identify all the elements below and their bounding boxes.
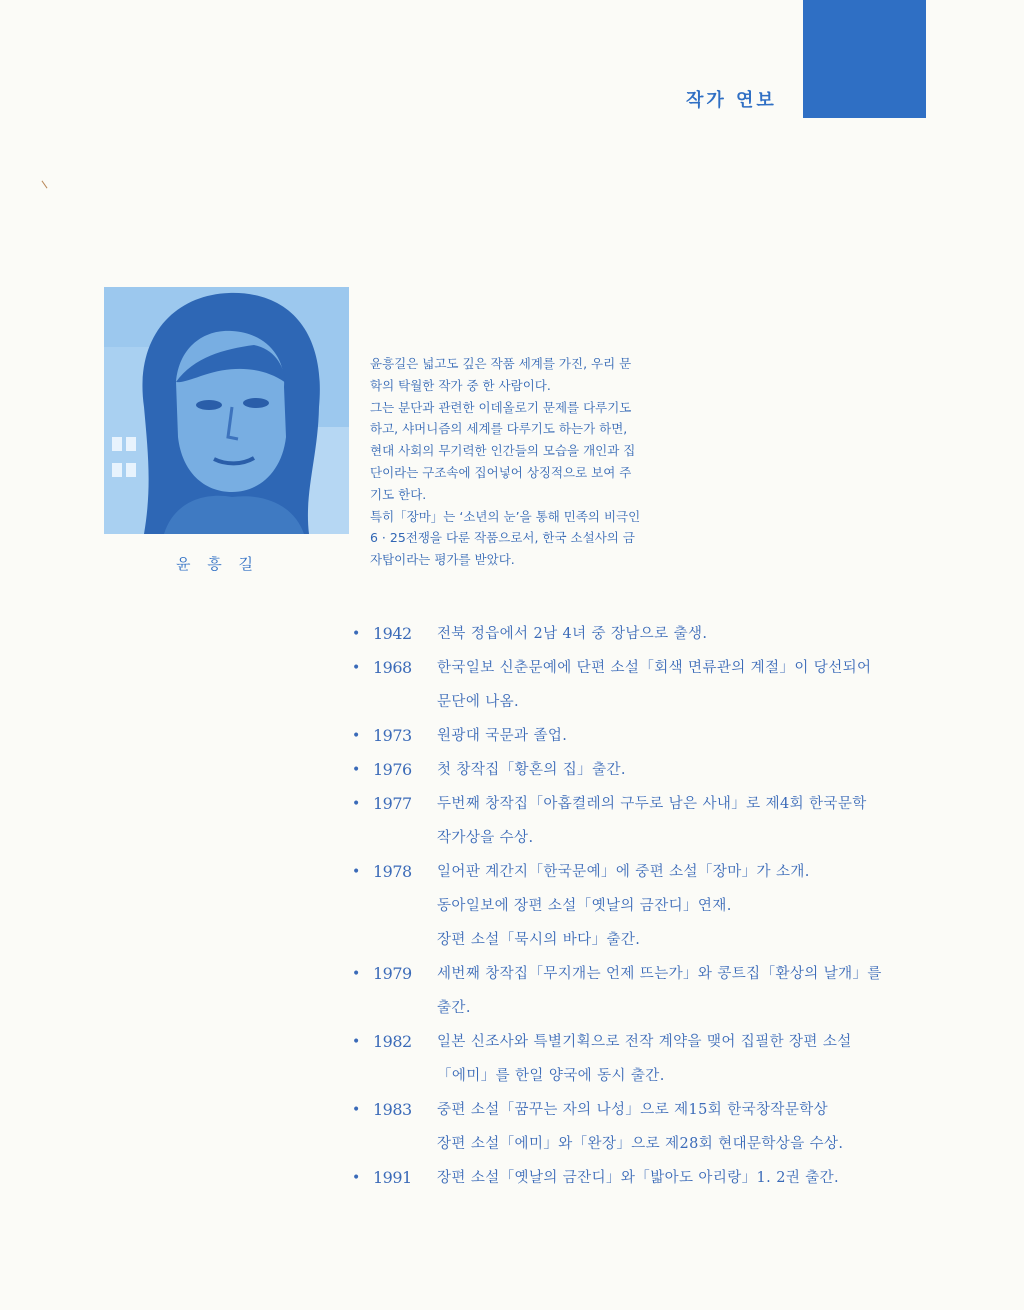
entry-text: 일본 신조사와 특별기획으로 전작 계약을 맺어 집필한 장편 소설 <box>437 1034 852 1050</box>
timeline-entry <box>352 858 952 960</box>
bio-line: 현대 사회의 무기력한 인간들의 모습을 개인과 집 <box>370 443 636 459</box>
page-title: 작가 연보 <box>686 90 777 111</box>
bio-line: 기도 한다. <box>370 486 427 502</box>
bio-line: 단이라는 구조속에 집어넣어 상징적으로 보여 주 <box>370 464 632 480</box>
bio-line: 6 · 25전쟁을 다룬 작품으로서, 한국 소설사의 금 <box>370 530 635 546</box>
author-bio <box>370 353 762 571</box>
bullet-icon: • <box>352 796 361 812</box>
bio-line: 학의 탁월한 작가 중 한 사람이다. <box>370 377 551 393</box>
bullet-icon: • <box>352 966 361 982</box>
entry-year: 1991 <box>373 1168 412 1187</box>
bullet-icon: • <box>352 1170 361 1186</box>
entry-text: 한국일보 신춘문예에 단편 소설「회색 면류관의 계절」이 당선되어 <box>437 660 872 676</box>
entry-text: 일어판 계간지「한국문예」에 중편 소설「장마」가 소개. <box>437 864 810 880</box>
entry-text: 장편 소설「옛날의 금잔디」와「밟아도 아리랑」1. 2권 출간. <box>437 1170 840 1186</box>
entry-year: 1942 <box>373 624 412 643</box>
bullet-icon: • <box>352 762 361 778</box>
entry-text: 장편 소설「에미」와「완장」으로 제28회 현대문학상을 수상. <box>437 1136 844 1152</box>
chronology-list <box>352 620 952 1198</box>
entry-year: 1979 <box>373 964 412 983</box>
entry-text: 두번째 창작집「아홉켤레의 구두로 남은 사내」로 제4회 한국문학 <box>437 796 867 812</box>
bullet-icon: • <box>352 728 361 744</box>
entry-text: 원광대 국문과 졸업. <box>437 728 568 744</box>
entry-text: 첫 창작집「황혼의 집」출간. <box>437 762 626 778</box>
entry-text: 문단에 나옴. <box>437 694 520 710</box>
bullet-icon: • <box>352 1034 361 1050</box>
timeline-entry <box>352 1028 952 1096</box>
bio-line: 하고, 샤머니즘의 세계를 다루기도 하는가 하면, <box>370 421 628 437</box>
author-name: 윤 흥 길 <box>176 555 260 573</box>
bio-line: 그는 분단과 관련한 이데올로기 문제를 다루기도 <box>370 399 632 415</box>
timeline-entry <box>352 1164 952 1198</box>
stray-mark <box>42 181 48 189</box>
entry-text: 작가상을 수상. <box>437 830 534 846</box>
bullet-icon: • <box>352 660 361 676</box>
timeline-entry <box>352 756 952 790</box>
entry-text: 장편 소설「묵시의 바다」출간. <box>437 932 641 948</box>
timeline-entry <box>352 654 952 722</box>
timeline-entry <box>352 620 952 654</box>
bullet-icon: • <box>352 864 361 880</box>
timeline-entry <box>352 1096 952 1164</box>
corner-color-block <box>803 0 926 118</box>
entry-year: 1973 <box>373 726 412 745</box>
bio-line: 자탑이라는 평가를 받았다. <box>370 552 515 568</box>
entry-year: 1982 <box>373 1032 412 1051</box>
timeline-entry <box>352 790 952 858</box>
entry-text: 중편 소설「꿈꾸는 자의 나성」으로 제15회 한국창작문학상 <box>437 1102 829 1118</box>
bio-line: 윤흥길은 넓고도 깊은 작품 세계를 가진, 우리 문 <box>370 356 632 371</box>
bio-line: 특히「장마」는 ‘소년의 눈’을 통해 민족의 비극인 <box>370 508 641 524</box>
bullet-icon: • <box>352 1102 361 1118</box>
author-photo <box>104 287 349 534</box>
entry-year: 1976 <box>373 760 412 779</box>
entry-text: 출간. <box>437 1000 471 1016</box>
entry-text: 세번째 창작집「무지개는 언제 뜨는가」와 콩트집「환상의 날개」를 <box>437 966 882 982</box>
entry-text: 동아일보에 장편 소설「옛날의 금잔디」연재. <box>437 898 732 914</box>
entry-year: 1968 <box>373 658 412 677</box>
entry-text: 「에미」를 한일 양국에 동시 출간. <box>437 1068 665 1084</box>
entry-year: 1977 <box>373 794 412 813</box>
entry-year: 1983 <box>373 1100 412 1119</box>
timeline-entry <box>352 722 952 756</box>
author-portrait-icon <box>104 287 349 534</box>
entry-text: 전북 정읍에서 2남 4녀 중 장남으로 출생. <box>437 626 708 642</box>
timeline-entry <box>352 960 952 1028</box>
entry-year: 1978 <box>373 862 412 881</box>
bullet-icon: • <box>352 626 361 642</box>
